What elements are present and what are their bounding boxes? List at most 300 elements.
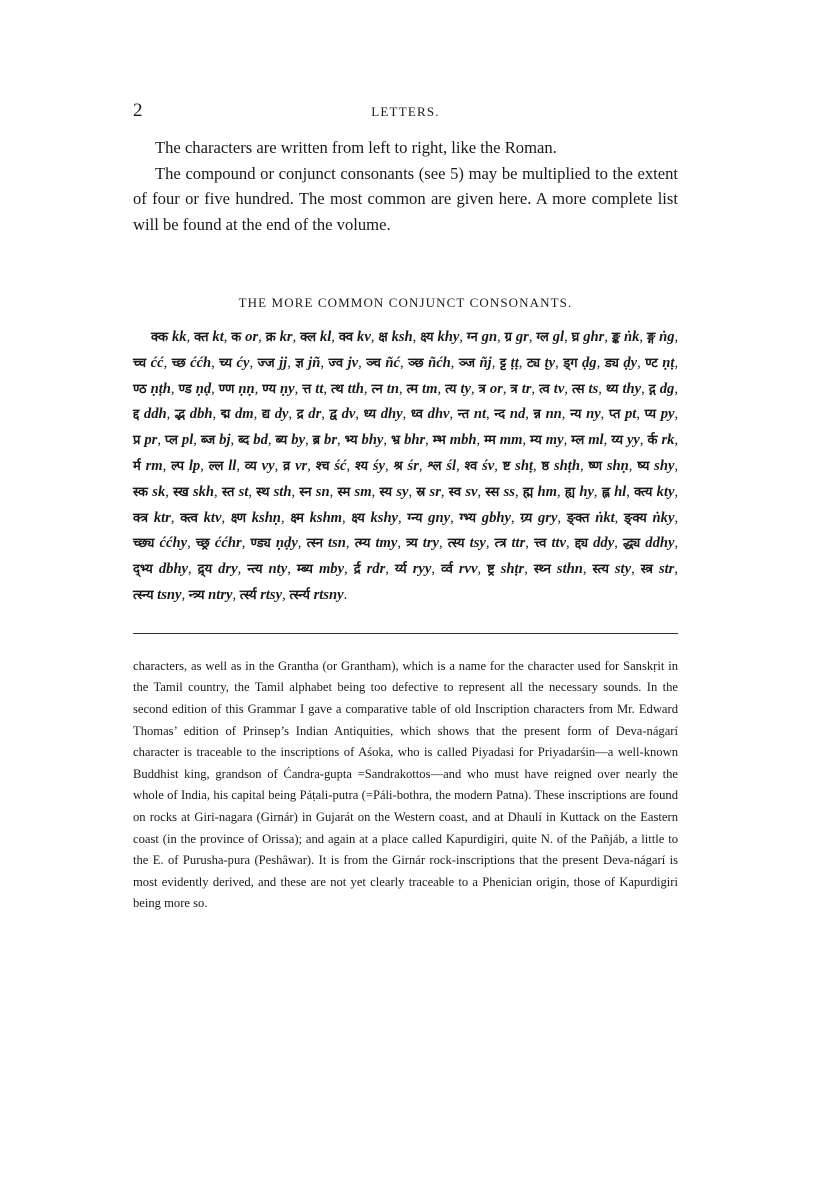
conjunct-item [637,458,674,474]
romanization: ty [460,380,471,397]
conjunct-item [527,355,555,371]
conjunct-item [339,329,371,345]
romanization: ććhy [159,535,188,552]
conjunct-item [297,406,322,422]
romanization: ksh [391,329,413,345]
romanization: ṅk [623,329,640,345]
romanization: bhy [361,432,384,449]
devanagari-glyph: ह्म [522,484,534,500]
romanization: bd [253,432,268,449]
conjunct-item [330,406,356,422]
romanization: ktv [203,509,222,526]
devanagari-glyph: ज्ज [257,355,275,371]
devanagari-glyph: स्त्य [592,562,609,578]
devanagari-glyph: ण्ड [178,381,192,397]
romanization: mby [318,561,345,578]
conjunct-item [572,329,605,345]
romanization: ṅg [659,329,675,345]
romanization: tn [386,380,399,397]
conjunct-item [133,355,164,371]
romanization: ktr [153,509,171,526]
conjunct-item [262,381,294,397]
devanagari-glyph: व्य [244,458,257,474]
devanagari-glyph: श्र [393,458,403,474]
devanagari-glyph: ग्न [466,330,478,345]
devanagari-glyph: क्ल [300,330,317,345]
conjunct-item [221,406,254,422]
conjunct-item [448,535,486,551]
conjunct-item [567,510,615,526]
romanization: ṇḍy [275,535,298,552]
conjunct-item [606,381,641,397]
devanagari-glyph: र्व्व [440,562,453,578]
conjunct-item [459,355,492,371]
devanagari-glyph: द्ग [648,381,656,397]
conjunct-item [445,381,471,397]
devanagari-glyph: ब्द [238,433,250,449]
romanization: py [660,406,675,423]
devanagari-glyph: ण्ट [645,355,658,371]
conjunct-item [379,484,408,500]
devanagari-glyph: स्य [379,484,393,500]
devanagari-glyph: स्म [337,484,351,500]
devanagari-glyph: ण्ण [218,381,235,397]
devanagari-glyph: ध्व [410,407,424,423]
romanization: ććh [190,354,212,371]
page-number: 2 [133,100,143,121]
devanagari-glyph: ञ्च [366,355,381,371]
conjunct-item [275,432,305,448]
devanagari-glyph: ड्य [604,355,619,371]
conjunct-item [231,329,258,345]
romanization: ććhr [214,535,242,552]
conjunct-item [571,432,603,448]
devanagari-glyph: ष्ण [588,458,602,474]
conjunct-item [612,329,640,345]
romanization: sm [354,483,372,500]
conjunct-item [467,329,497,345]
conjunct-item [534,406,562,422]
conjunct-item [520,510,557,526]
romanization: lp [188,457,201,474]
devanagari-glyph: द्द्य [574,536,588,552]
romanization: nt [473,406,487,423]
devanagari-glyph: स्ख [173,484,189,500]
romanization: dg [659,380,675,397]
devanagari-glyph: न्द [494,407,506,423]
romanization: sy [396,483,409,500]
conjunct-item [133,587,182,603]
devanagari-glyph: च्च [133,355,147,371]
conjunct-item [196,535,242,551]
romanization: kl [319,329,332,345]
devanagari-glyph: ट्य [526,355,541,371]
romanization: ćy [236,354,250,371]
conjunct-item [313,432,337,448]
romanization: ḍg [582,354,597,371]
romanization: ny [586,406,601,423]
conjunct-item [427,458,456,474]
devanagari-glyph: ञ्ज [458,355,476,371]
conjunct-item [602,484,626,500]
devanagari-glyph: न्त्र्य [188,587,205,603]
devanagari-glyph: द्य [261,407,271,423]
devanagari-glyph: श्य [354,458,369,474]
romanization: khy [437,329,460,345]
conjunct-item [165,432,193,448]
devanagari-glyph: ध्य [363,407,377,423]
devanagari-glyph: ज्व [328,355,344,371]
romanization: ll [228,457,237,474]
devanagari-glyph: ङ्ग [646,330,656,345]
conjunct-item [151,329,187,345]
romanization: tmy [375,535,398,552]
conjunct-item [133,510,171,526]
romanization: pl [181,432,194,449]
conjunct-item [510,381,531,397]
romanization: sth [273,483,292,500]
conjunct-item [290,510,342,526]
conjunct-item [179,381,212,397]
devanagari-glyph: स्र [416,484,426,500]
devanagari-glyph: स्व [448,484,462,500]
devanagari-glyph: क्त्र [133,510,149,526]
devanagari-glyph: भ्र [391,433,401,449]
romanization: vy [261,457,275,474]
conjunct-item [565,484,594,500]
romanization: br [324,432,338,449]
romanization: ṇḍ [195,380,212,397]
romanization: jñ [308,354,321,371]
devanagari-glyph: थ्य [605,381,619,397]
conjunct-item [495,535,526,551]
conjunct-item [420,329,459,345]
romanization: kr [279,329,293,345]
devanagari-glyph: त्य [445,381,457,397]
devanagari-glyph: स्स [485,484,500,500]
conjunct-item [307,535,346,551]
conjunct-item [297,561,344,577]
romanization: dry [218,561,238,578]
devanagari-glyph: स्थ्न [533,562,551,578]
conjunct-item [133,432,157,448]
devanagari-glyph: द्द [133,407,140,423]
conjunct-item [541,458,579,474]
conjunct-item [433,432,477,448]
devanagari-glyph: क्ष्य [351,510,365,526]
conjunct-item [238,432,268,448]
devanagari-glyph: क्त्व [180,510,198,526]
devanagari-glyph: च्छ [171,355,186,371]
devanagari-glyph: स्थ [256,484,270,500]
intro-paragraph-2: The compound or conjunct consonants (see 5) may be multiplied to the extent of four or five hundred. The most common are given here. A more complete list will be found at the end of the volume. [133,163,678,234]
book-page [133,92,678,915]
devanagari-glyph: र्त्स्य [239,587,257,603]
conjunct-item [133,561,188,577]
romanization: bj [219,432,231,449]
romanization: yy [626,432,640,449]
devanagari-glyph: ज्ञ [295,355,304,371]
romanization: tv [553,380,565,397]
romanization: ćć [150,354,164,371]
conjunct-item [575,535,614,551]
romanization: dhy [380,406,403,423]
romanization: shy [654,457,675,474]
conjunct-item [570,406,601,422]
conjunct-item [295,355,320,371]
conjunct-item [222,484,248,500]
devanagari-glyph: ङ्क्त [566,510,590,526]
devanagari-glyph: ल्प [171,458,185,474]
devanagari-glyph: स्त्र [640,562,653,578]
conjunct-item [534,561,583,577]
romanization: shṭh [553,457,580,474]
devanagari-glyph: ब्र [312,433,321,449]
romanization: dbhy [158,561,189,578]
conjunct-item [494,406,525,422]
romanization: śv [482,457,495,474]
romanization: hy [579,483,594,500]
conjunct-item [247,561,287,577]
devanagari-glyph: क [231,330,242,345]
romanization: ḍy [623,354,638,371]
romanization: mbh [449,432,477,449]
romanization: shṭ [515,457,534,474]
conjunct-item [441,561,478,577]
romanization: rk [661,432,675,449]
conjunct-item [173,484,214,500]
conjunct-item [484,432,522,448]
conjunct-item [641,561,675,577]
romanization: gn [481,329,498,345]
devanagari-glyph: क्ष्म [290,510,304,526]
conjunct-item [172,355,211,371]
devanagari-glyph: ण्य [262,381,276,397]
conjunct-item [250,535,297,551]
romanization: ść [334,457,347,474]
devanagari-glyph: ष्ठ [541,458,550,474]
romanization: ñćh [428,354,451,371]
devanagari-glyph: भ्य [344,433,358,449]
devanagari-glyph: त्म [406,381,419,397]
devanagari-glyph: श्ल [427,458,442,474]
devanagari-glyph: द्र [296,407,304,423]
conjunct-item [536,329,564,345]
conjunct-item [530,432,564,448]
romanization: ddy [593,535,615,552]
devanagari-glyph: ङ्क्य [624,510,647,526]
romanization: śy [372,457,386,474]
conjunct-item [609,406,636,422]
conjunct-item [355,458,385,474]
devanagari-glyph: र्द्र [353,562,361,578]
conjunct-item [302,381,323,397]
devanagari-glyph: प्त [608,407,621,423]
conjunct-item [364,406,403,422]
romanization: dy [274,406,289,423]
romanization: ntry [208,586,233,603]
conjunct-item [649,381,675,397]
devanagari-glyph: म्ल [571,433,585,449]
romanization: ghr [583,329,605,345]
conjunct-item [299,484,329,500]
devanagari-glyph: र्य्य [394,562,407,578]
romanization: rvv [458,561,478,578]
conjunct-list: क्क kk, क्त kt, क or, क्र kr, क्ल kl, क्व kv, क्ष ksh, क्ष्य khy, ग्न gn, ग्र gr, ग्ल gl, घ्र ghr, ङ्क ṅk, ङ्ग ṅg, च्च ćć, च्छ ććh, च्य ćy, ज्ज jj, ज्ञ jñ, ज्व jv, ञ्च ñć, ञ्छ ñćh, ञ्ज ñj, ट्ट ṭṭ, ट्य ṭy, ड्ग ḍg, ड्य ḍy, ण्ट ṇṭ, ण्ठ ṇṭh, ण्ड ṇḍ, ण्ण ṇṇ, ण्य ṇy, त्त tt, त्थ tth, त्न tn, त्म tm, त्य ty, त्र or, त्र tr, त्व tv, त्स ts, थ्य thy, द्ग dg, द्द ddh, द्भ dbh, द्म dm, द्य dy, द्र dr, द्व dv, ध्य dhy, ध्व dhv, न्त nt, न्द nd, न्न nn, न्य ny, प्त pt, प्य py, प्र pr, प्ल pl, ब्ज bj, ब्द bd, ब्य by, ब्र br, भ्य bhy, भ्र bhr, म्भ mbh, म्म mm, म्य my, म्ल ml, य्य yy, र्क rk, र्म rm, ल्प lp, ल्ल ll, व्य vy, व्र vr, श्च ść, श्य śy, श्र śr, श्ल śl, श्व śv, ष्ट shṭ, ष्ठ shṭh, ष्ण shṇ, ष्य shy, स्क sk, स्ख skh, स्त st, स्थ sth, स्न sn, स्म sm, स्य sy, स्र sr, स्व sv, स्स ss, ह्म hm, ह्य hy, ह्ल hl, क्त्य kty, क्त्र ktr, क्त्व ktv, क्ष्ण kshṇ, क्ष्म kshm, क्ष्य kshy, ग्न्य gny, ग्भ्य gbhy, ग्र्य gry, ङ्क्त ṅkt, ङ्क्य ṅky, च्छ्य ććhy, च्छ्र ććhr, ण्ड्य ṇḍy, त्स्न tsn, त्म्य tmy, त्र्य try, त्स्य tsy, त्त्र ttr, त्त्व ttv, द्द्य ddy, द्ध्य ddhy, द्भ्य dbhy, द्र्य dry, न्त्य nty, म्ब्य mby, र्द्र rdr, र्य्य ryy, र्व्व rvv, ष्ट्र shṭr, स्थ्न sthn, स्त्य sty, स्त्र str, त्स्न्य tsny, न्त्र्य ntry, र्त्स्य rtsy, र्त्स्न्य rtsny. [133,329,679,603]
romanization: dhv [427,406,450,423]
devanagari-glyph: प्र [133,433,141,449]
romanization: jv [347,354,359,371]
conjunct-item [465,458,495,474]
conjunct-item [487,561,524,577]
devanagari-glyph: त्स्न [306,536,323,552]
devanagari-glyph: ब्ज [200,433,216,449]
conjunct-item [219,355,249,371]
conjunct-item [588,458,628,474]
romanization: kty [656,483,675,500]
romanization: dv [341,406,356,423]
conjunct-item [623,535,675,551]
conjunct-item [258,355,288,371]
devanagari-glyph: श्व [464,458,478,474]
romanization: rm [145,457,163,474]
devanagari-glyph: ग्र [504,330,512,345]
conjunct-item [407,510,450,526]
romanization: gbhy [481,509,511,526]
devanagari-glyph: ब्य [275,433,288,449]
conjunct-item [458,406,486,422]
devanagari-glyph: द्ध्य [622,536,641,552]
romanization: tsy [469,535,486,552]
conjunct-item [283,458,307,474]
conjunct-item [634,484,674,500]
devanagari-glyph: च्छ्र [195,536,210,552]
intro-text [133,135,678,237]
devanagari-glyph: द्म [220,407,231,423]
conjunct-item [331,381,364,397]
romanization: shṇ [606,457,629,474]
conjunct-item [289,587,343,603]
conjunct-item [624,510,674,526]
romanization: or [489,380,503,397]
conjunct-item [133,406,167,422]
romanization: gl [552,329,565,345]
devanagari-glyph: क्त [194,330,209,345]
romanization: sn [315,483,330,500]
devanagari-glyph: व्र [283,458,291,474]
devanagari-glyph: र्क [647,433,658,449]
conjunct-item [645,406,675,422]
conjunct-item [459,510,511,526]
conjunct-item [372,381,399,397]
conjunct-item [256,484,291,500]
devanagari-glyph: क्क [151,330,169,345]
devanagari-glyph: त्त्व [534,536,547,552]
footnote [133,656,678,915]
romanization: my [545,432,564,449]
devanagari-glyph: च्य [219,355,232,371]
devanagari-glyph: र्म [133,458,141,474]
conjunct-item [479,381,503,397]
devanagari-glyph: म्य [530,433,542,449]
devanagari-glyph: त्स्न्य [133,587,154,603]
conjunct-item [605,355,637,371]
conjunct-item [411,406,450,422]
romanization: ṇṭh [150,380,171,397]
conjunct-item [393,458,418,474]
conjunct-item [201,432,231,448]
romanization: śl [446,457,457,474]
conjunct-item [262,406,289,422]
romanization: kshṇ [251,509,281,526]
conjunct-item [328,355,358,371]
devanagari-glyph: च्छ्य [133,536,155,552]
conjunct-item [378,329,412,345]
romanization: nn [545,406,562,423]
conjunct-item [337,484,371,500]
devanagari-glyph: त्त [302,381,312,397]
romanization: by [291,432,306,449]
conjunct-item [133,484,165,500]
devanagari-glyph: क्त्य [634,484,653,500]
devanagari-glyph: द्भ्य [133,562,153,578]
romanization: kshm [309,509,343,526]
conjunct-item [500,355,519,371]
devanagari-glyph: म्भ [432,433,446,449]
devanagari-glyph: ग्भ्य [459,510,477,526]
conjunct-item [449,484,478,500]
devanagari-glyph: त्व [539,381,550,397]
devanagari-glyph: न्त [457,407,470,423]
romanization: dr [308,406,322,423]
romanization: tm [422,380,438,397]
romanization: sty [614,561,632,578]
romanization: shṭr [500,561,525,578]
romanization: sr [429,483,441,500]
romanization: ṇy [280,380,295,397]
conjunct-item [391,432,425,448]
romanization: gr [515,329,529,345]
romanization: or [245,329,259,345]
devanagari-glyph: ङ्क [611,330,621,345]
conjunct-item [648,432,675,448]
conjunct-item [407,381,438,397]
romanization: tsn [328,535,346,552]
devanagari-glyph: ह्ल [601,484,610,500]
conjunct-item [175,406,213,422]
romanization: ñj [479,354,492,371]
romanization: vr [295,457,308,474]
romanization: gny [428,509,451,526]
devanagari-glyph: श्च [315,458,330,474]
romanization: rtsny [313,586,344,603]
romanization: dbh [189,406,213,423]
romanization: pt [624,406,637,423]
conjunct-item [316,458,347,474]
devanagari-glyph: प्य [644,407,657,423]
running-title: LETTERS. [371,104,440,119]
romanization: kshy [370,509,399,526]
devanagari-glyph: द्भ [174,407,186,423]
devanagari-glyph: ग्र्य [520,510,533,526]
conjunct-item [523,484,557,500]
romanization: tr [521,380,532,397]
devanagari-glyph: त्र्य [406,536,418,552]
devanagari-glyph: स्त [221,484,235,500]
romanization: str [658,561,675,578]
romanization: nd [509,406,526,423]
conjunct-item [171,458,200,474]
